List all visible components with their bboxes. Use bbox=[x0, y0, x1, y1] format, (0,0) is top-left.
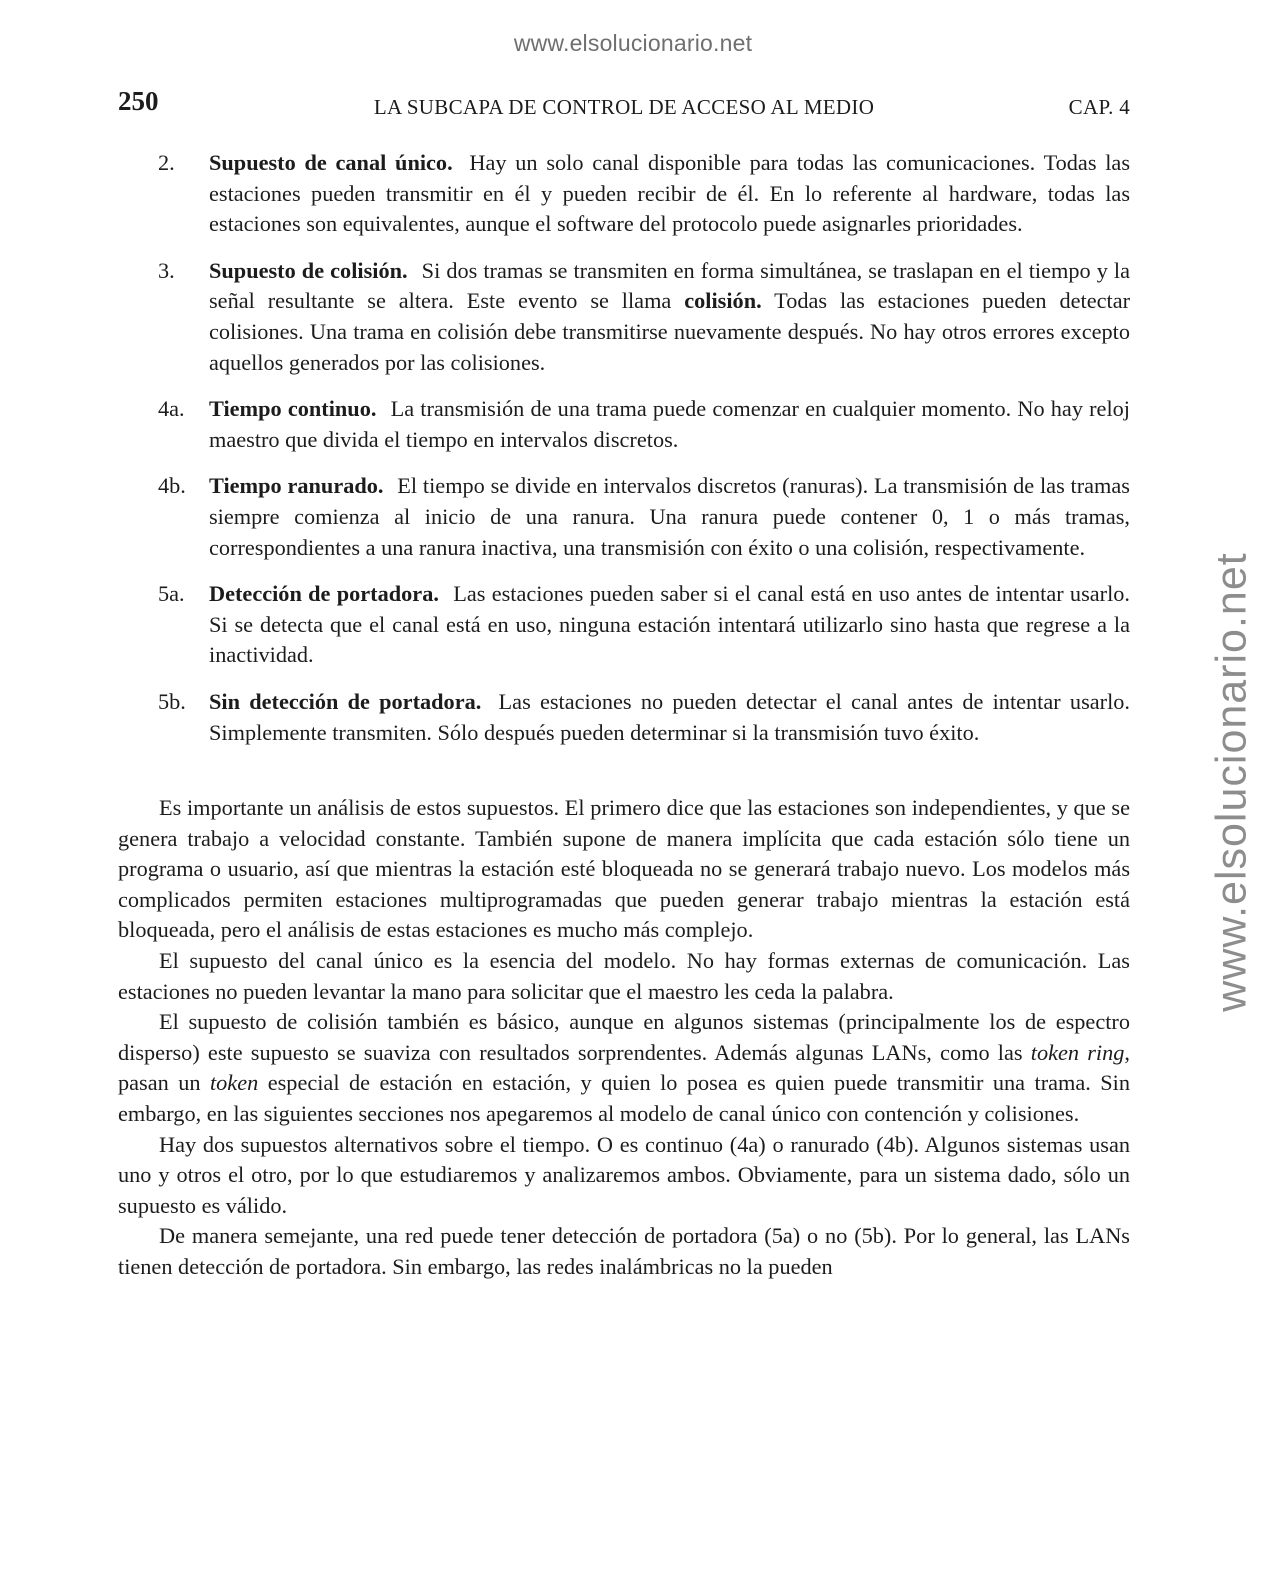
assumption-term: Supuesto de colisión. bbox=[209, 257, 408, 283]
assumption-item-3 bbox=[118, 256, 1130, 378]
assumption-emphasis: colisión. bbox=[684, 288, 762, 314]
body-paragraph: Hay dos supuestos alternativos sobre el tiempo. O es continuo (4a) o ranurado (4b). Algunos sistemas usan uno y otros el otro, por lo que estudiaremos y analizaremos ambos. Obviamente, para un sistema dado, sólo un supuesto es válido. bbox=[118, 1131, 1130, 1218]
assumption-term: Tiempo continuo. bbox=[209, 396, 377, 422]
body-paragraph: Es importante un análisis de estos supuestos. El primero dice que las estaciones son independientes, y que se genera trabajo a velocidad constante. También supone de manera implícita que cada estación sólo tiene un programa o usuario, así que mientras la estación esté bloqueada no se generará trabajo nuevo. Los modelos más complicados permiten estaciones multiprogramadas que pueden generar trabajo mientras la estación está bloqueada, pero el análisis de estas estaciones es mucho más complejo. bbox=[118, 795, 1130, 943]
assumption-number: 4a. bbox=[158, 396, 185, 422]
italic-term: token ring bbox=[1030, 1039, 1125, 1065]
chapter-title: LA SUBCAPA DE CONTROL DE ACCESO AL MEDIO bbox=[373, 95, 875, 119]
watermark-url-side: www.elsolucionario.net bbox=[1207, 552, 1256, 1012]
body-paragraph: De manera semejante, una red puede tener detección de portadora (5a) o no (5b). Por lo general, las LANs tienen detección de portadora. Sin embargo, las redes inalámbricas no la pueden bbox=[118, 1223, 1130, 1279]
body-text bbox=[118, 793, 1130, 1283]
italic-term: token bbox=[209, 1070, 259, 1096]
assumption-term: Supuesto de canal único. bbox=[209, 150, 453, 175]
paragraph-text: , pasan un bbox=[118, 1039, 1130, 1096]
page-content bbox=[118, 148, 1130, 1283]
assumption-text: Las estaciones pueden saber si el canal está en uso antes de intentar usarlo. Si se detecta que el canal está en uso, ninguna estación intentará utilizarlo sino hasta que regrese a la inactividad. bbox=[209, 581, 1130, 668]
assumption-text: El tiempo se divide en intervalos discretos (ranuras). La transmisión de las tramas siempre comienza al inicio de una ranura. Una ranura puede contener 0, 1 o más tramas, correspondientes a una ranura inactiva, una transmisión con éxito o una colisión, respectivamente. bbox=[209, 473, 1130, 560]
watermark-url-top: www.elsolucionario.net bbox=[513, 30, 753, 56]
assumption-text: Hay un solo canal disponible para todas las comunicaciones. Todas las estaciones pueden transmitir en él y pueden recibir de él. En lo referente al hardware, todas las estaciones son equivalentes, aunque el software del protocolo puede asignarles prioridades. bbox=[209, 150, 1131, 237]
assumption-text: Las estaciones no pueden detectar el canal antes de intentar usarlo. Simplemente transmiten. Sólo después pueden determinar si la transmisión tuvo éxito. bbox=[209, 688, 1130, 745]
body-paragraph bbox=[118, 1007, 1130, 1129]
chapter-reference: CAP. 4 bbox=[1068, 95, 1130, 119]
assumption-term: Tiempo ranurado. bbox=[209, 473, 384, 499]
assumption-item-4b bbox=[118, 471, 1130, 563]
assumption-number: 2. bbox=[158, 150, 175, 175]
assumption-item-2 bbox=[118, 148, 1130, 240]
running-header bbox=[118, 86, 1130, 126]
paragraph-text: especial de estación en estación, y quien lo posea es quien puede transmitir una trama. Sin embargo, en las siguientes secciones nos apegaremos al modelo de canal único con contención y colisiones. bbox=[118, 1070, 1131, 1127]
assumption-text: La transmisión de una trama puede comenzar en cualquier momento. No hay reloj maestro que divida el tiempo en intervalos discretos. bbox=[209, 396, 1130, 452]
page-number: 250 bbox=[118, 86, 159, 116]
paragraph-text: El supuesto de colisión también es básico, aunque en algunos sistemas (principalmente los de espectro disperso) este supuesto se suaviza con resultados sorprendentes. Además algunas LANs, como las bbox=[118, 1009, 1130, 1065]
assumption-item-5a bbox=[118, 579, 1130, 671]
assumption-term: Sin detección de portadora. bbox=[209, 688, 482, 714]
assumption-number: 3. bbox=[158, 257, 175, 283]
assumption-term: Detección de portadora. bbox=[209, 581, 439, 607]
assumption-number: 4b. bbox=[158, 473, 186, 499]
assumption-text-continued: Todas las estaciones pueden detectar colisiones. Una trama en colisión debe transmitirse nuevamente después. No hay otros errores excepto aquellos generados por las colisiones. bbox=[209, 288, 1131, 375]
assumption-item-5b bbox=[118, 687, 1130, 748]
assumption-number: 5a. bbox=[158, 581, 185, 607]
assumption-text: Si dos tramas se transmiten en forma simultánea, se traslapan en el tiempo y la señal resultante se altera. Este evento se llama bbox=[209, 257, 1131, 314]
assumptions-list bbox=[118, 148, 1130, 748]
assumption-number: 5b. bbox=[158, 688, 186, 714]
body-paragraph: El supuesto del canal único es la esencia del modelo. No hay formas externas de comunicación. Las estaciones no pueden levantar la mano para solicitar que el maestro les ceda la palabra. bbox=[118, 948, 1130, 1004]
assumption-item-4a bbox=[118, 394, 1130, 455]
